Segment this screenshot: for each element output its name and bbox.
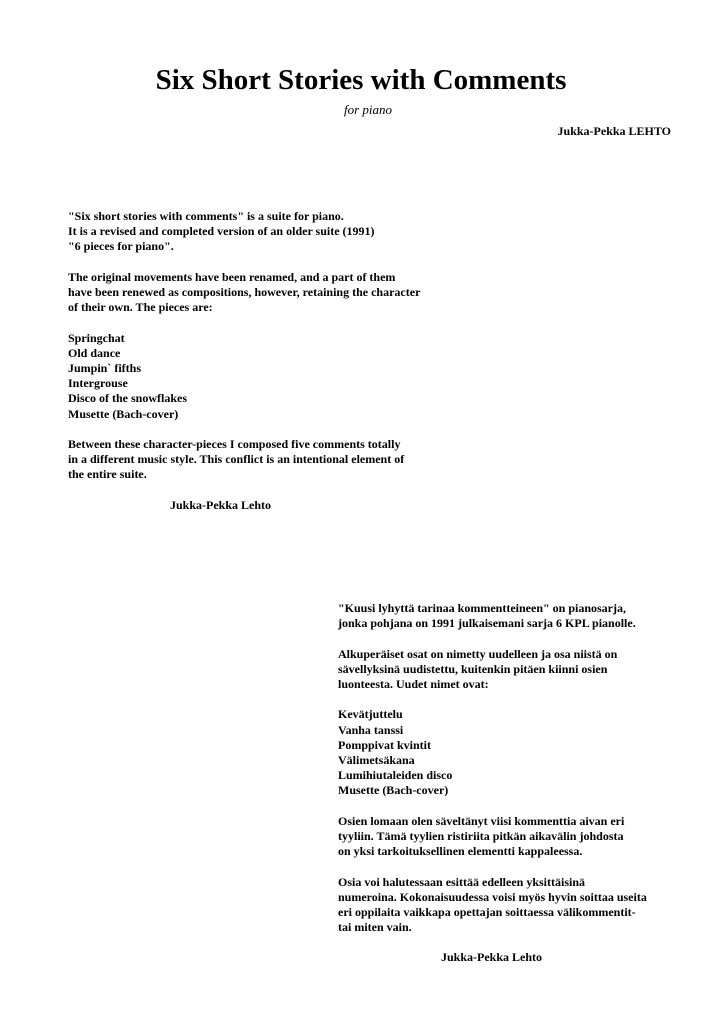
list-item: Välimetsäkana: [338, 753, 415, 767]
paragraph-spacer: [338, 799, 688, 814]
paragraph-spacer: [338, 631, 688, 646]
paragraph-spacer: [68, 315, 468, 330]
finnish-performance-paragraph: Osia voi halutessaan esittää edelleen yksittäisinä numeroina. Kokonaisuudessa voisi myös hyvin soittaa useita eri oppilaita vaikkapa opettajan soittaessa välikommentit- tai miten vain.: [338, 874, 647, 935]
finnish-renamed-paragraph: Alkuperäiset osat on nimetty uudelleen ja osa niistä on sävellyksinä uudistettu, kuitenkin pitäen kiinni osien luonteesta. Uudet nimet ovat:: [338, 646, 618, 691]
list-item: Kevätjuttelu: [338, 707, 403, 722]
english-piece-list: [68, 331, 468, 422]
finnish-description: [338, 601, 688, 966]
composer-name: Jukka-Pekka LEHTO: [557, 124, 671, 138]
list-item: Vanha tanssi: [338, 722, 404, 737]
page-subtitle: for piano: [343, 102, 393, 117]
list-item: Springchat: [68, 330, 125, 345]
paragraph-spacer: [338, 692, 688, 707]
finnish-signature: Jukka-Pekka Lehto: [441, 950, 543, 965]
english-comments-paragraph: Between these character-pieces I composed five comments totally in a different music style. This conflict is an intentional element of the entire suite.: [68, 437, 405, 482]
finnish-intro-paragraph: "Kuusi lyhyttä tarinaa kommentteineen" on pianosarja, jonka pohjana on 1991 julkaisemani sarja 6 KPL pianolle.: [338, 601, 636, 631]
list-item: Disco of the snowflakes: [68, 391, 187, 406]
list-item: Musette (Bach-cover): [68, 406, 179, 421]
list-item: Pomppivat kvintit: [338, 737, 432, 752]
english-signature: Jukka-Pekka Lehto: [170, 497, 272, 512]
page-title: Six Short Stories with Comments: [155, 64, 567, 96]
finnish-piece-list: [338, 707, 688, 798]
list-item: Lumihiutaleiden disco: [338, 768, 453, 783]
list-item: Musette (Bach-cover): [338, 783, 449, 798]
paragraph-spacer: [68, 422, 468, 437]
paragraph-spacer: [338, 859, 688, 874]
paragraph-spacer: [68, 255, 468, 270]
list-item: Intergrouse: [68, 376, 128, 391]
english-description: [68, 209, 468, 513]
finnish-comments-paragraph: Osien lomaan olen säveltänyt viisi kommenttia aivan eri tyyliin. Tämä tyylien ristiriita pitkän aikavälin johdosta on yksi tarkoituksellinen elementti kappaleessa.: [338, 813, 625, 859]
english-renamed-paragraph: The original movements have been renamed, and a part of them have been renewed as compositions, however, retaining the character of their own. The pieces are:: [68, 269, 421, 315]
english-intro-paragraph: "Six short stories with comments" is a suite for piano. It is a revised and completed version of an older suite (1991) "6 pieces for piano".: [68, 209, 375, 254]
list-item: Jumpin` fifths: [68, 361, 142, 375]
list-item: Old dance: [68, 345, 121, 360]
